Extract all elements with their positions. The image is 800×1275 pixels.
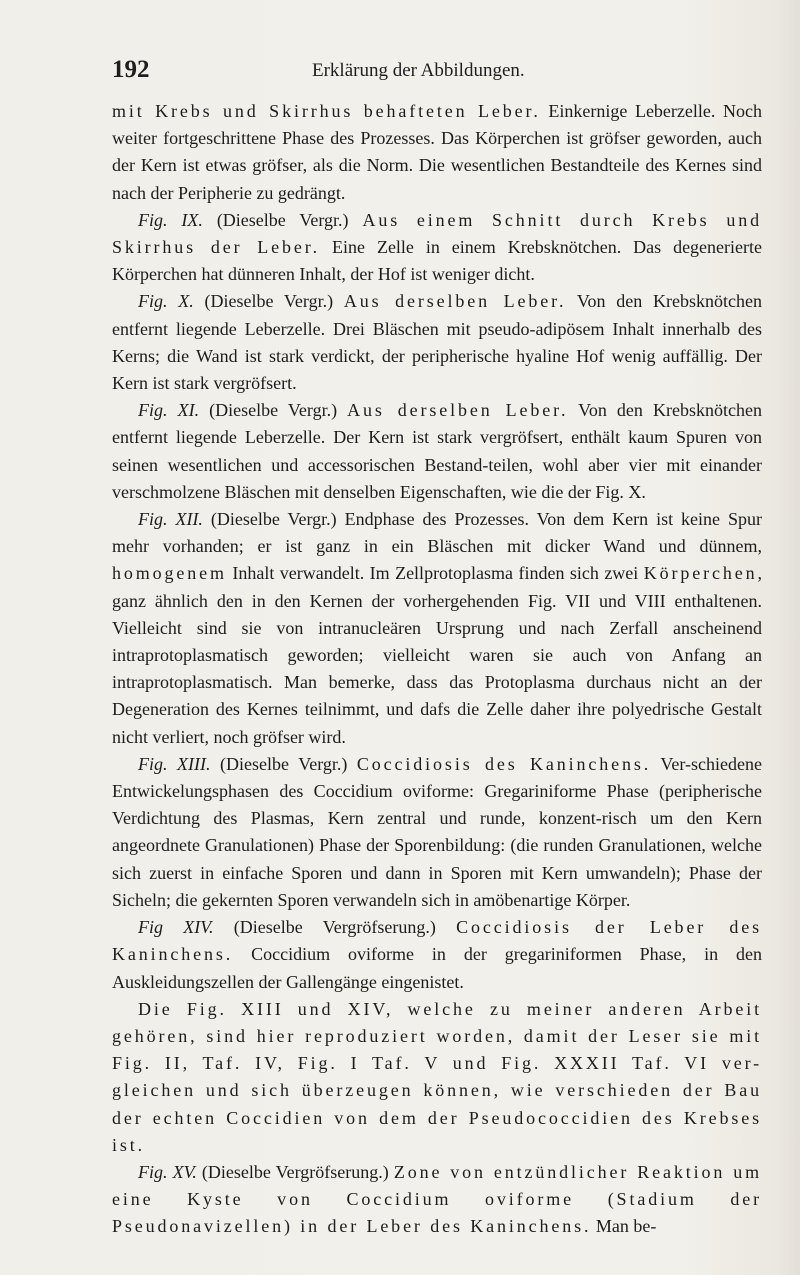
figure-reference: Fig. XII. — [138, 509, 203, 530]
text-run: Ver-schiedene Entwickelungsphasen des Coccidium oviforme: Gregariniforme Phase (peripherische Verdichtung des Plasmas, Kern zentral und runde, konzent-risch um den Kern angeordnete Granulationen) Phase der Sporenbildung: (die runden Granulationen, welche sich zuerst in einfache Sporen und dann in Sporen mit Kern umwandeln); Phase der Sicheln; die gekernten Sporen verwandeln sich in amöbenartige Körper. — [112, 753, 762, 910]
paragraph — [112, 996, 762, 1159]
body-text — [112, 98, 762, 1241]
text-run: , ganz ähnlich den in den Kernen der vorhergehenden Fig. VII und VIII enthaltenen. Vielleicht sind sie von intranucleären Ursprung und nach Zerfall anscheinend intraprotoplasmatisch geworden; vielleicht waren sie auch von Anfang an intraprotoplasmatisch. Man bemerke, dass das Protoplasma durchaus nicht an der Degeneration des Kernes teilnimmt, und dafs die Zelle daher ihre polyedrische Gestalt nicht verliert, noch gröfser wird. — [112, 563, 762, 747]
paragraph — [112, 98, 762, 207]
spaced-emphasis: Körperchen — [643, 563, 758, 584]
paragraph — [112, 288, 762, 397]
paragraph — [112, 751, 762, 914]
text-run: (Dieselbe Vergr.) — [210, 753, 357, 774]
text-run: (Dieselbe Vergr.) — [199, 400, 348, 421]
figure-reference: Fig XIV. — [138, 917, 214, 938]
figure-reference: Fig. XIII. — [138, 753, 211, 774]
text-run: (Dieselbe Vergr.) — [193, 291, 344, 312]
spaced-emphasis: homogenem — [112, 563, 227, 584]
spaced-emphasis: Aus derselben Leber. — [343, 291, 567, 312]
text-run: Man be- — [591, 1216, 657, 1237]
paragraph — [112, 914, 762, 996]
spaced-emphasis: Zone von entzündlicher Reaktion um eine Kyste von Coccidium oviforme (Stadium der Pseudonavizellen) in der Leber des Kaninchens. — [112, 1161, 763, 1237]
page-number: 192 — [112, 56, 150, 83]
paragraph — [112, 397, 762, 506]
text-run: Inhalt verwandelt. Im Zellprotoplasma finden sich zwei — [226, 563, 644, 584]
text-run: Eine Zelle in einem Krebsknötchen. Das degenerierte Körperchen hat dünneren Inhalt, der Hof ist weniger dicht. — [112, 237, 763, 285]
text-run: (Dieselbe Vergröfserung.) — [196, 1161, 394, 1182]
spaced-emphasis: Aus derselben Leber. — [347, 400, 569, 421]
paragraph — [112, 506, 762, 751]
text-run: (Dieselbe Vergr.) — [202, 209, 363, 230]
figure-reference: Fig. IX. — [138, 209, 203, 230]
spaced-emphasis: Coccidiosis der Leber des Kaninchens. — [112, 917, 762, 965]
figure-reference: Fig. XV. — [138, 1161, 197, 1182]
paragraph — [112, 1159, 762, 1241]
text-run: Von den Krebsknötchen entfernt liegende Leberzelle. Drei Bläschen mit pseudo-adipösem Inhalt innerhalb des Kerns; die Wand ist stark verdickt, der peripherische hyaline Hof wenig auffällig. Der Kern ist stark vergröfsert. — [112, 291, 762, 394]
text-run: (Dieselbe Vergröfserung.) — [213, 917, 457, 938]
paragraph — [112, 207, 762, 289]
text-run: Von den Krebsknötchen entfernt liegende Leberzelle. Der Kern ist stark vergröfsert, enthält kaum Spuren von seinen wesentlichen und accessorischen Bestand-teilen, wohl aber vier mit einander verschmolzene Bläschen mit denselben Eigenschaften, wie die der Fig. X. — [112, 400, 762, 502]
spaced-emphasis: Coccidiosis des Kaninchens. — [356, 753, 652, 774]
spaced-emphasis: Aus einem Schnitt durch Krebs und Skirrhus der Leber. — [112, 209, 762, 258]
text-run: (Dieselbe Vergr.) Endphase des Prozesses. Von dem Kern ist keine Spur mehr vorhanden; er ist ganz in ein Bläschen mit dicker Wand und dünnem, — [112, 509, 762, 557]
figure-reference: Fig. XI. — [138, 400, 200, 421]
spaced-emphasis: mit Krebs und Skirrhus behafteten Leber. — [112, 101, 541, 121]
page-header — [112, 56, 762, 86]
text-run: Einkernige Leberzelle. Noch weiter fortgeschrittene Phase des Prozesses. Das Körperchen ist gröfser geworden, auch der Kern ist etwas gröfser, als die Norm. Die wesentlichen Bestandteile des Kernes sind nach der Peripherie zu gedrängt. — [112, 101, 762, 203]
text-run: Coccidium oviforme in der gregariniformen Phase, in den Auskleidungszellen der Gallengänge eingenistet. — [112, 944, 762, 992]
running-title: Erklärung der Abbildungen. — [312, 60, 525, 81]
figure-reference: Fig. X. — [138, 291, 194, 312]
spaced-emphasis: Die Fig. XIII und XIV, welche zu meiner anderen Arbeit gehören, sind hier reproduziert worden, damit der Leser sie mit Fig. II, Taf. IV, Fig. I Taf. V und Fig. XXXII Taf. VI ver-gleichen und sich überzeugen können, wie verschieden der Bau der echten Coccidien von dem der Pseudococcidien des Krebses ist. — [112, 998, 762, 1155]
